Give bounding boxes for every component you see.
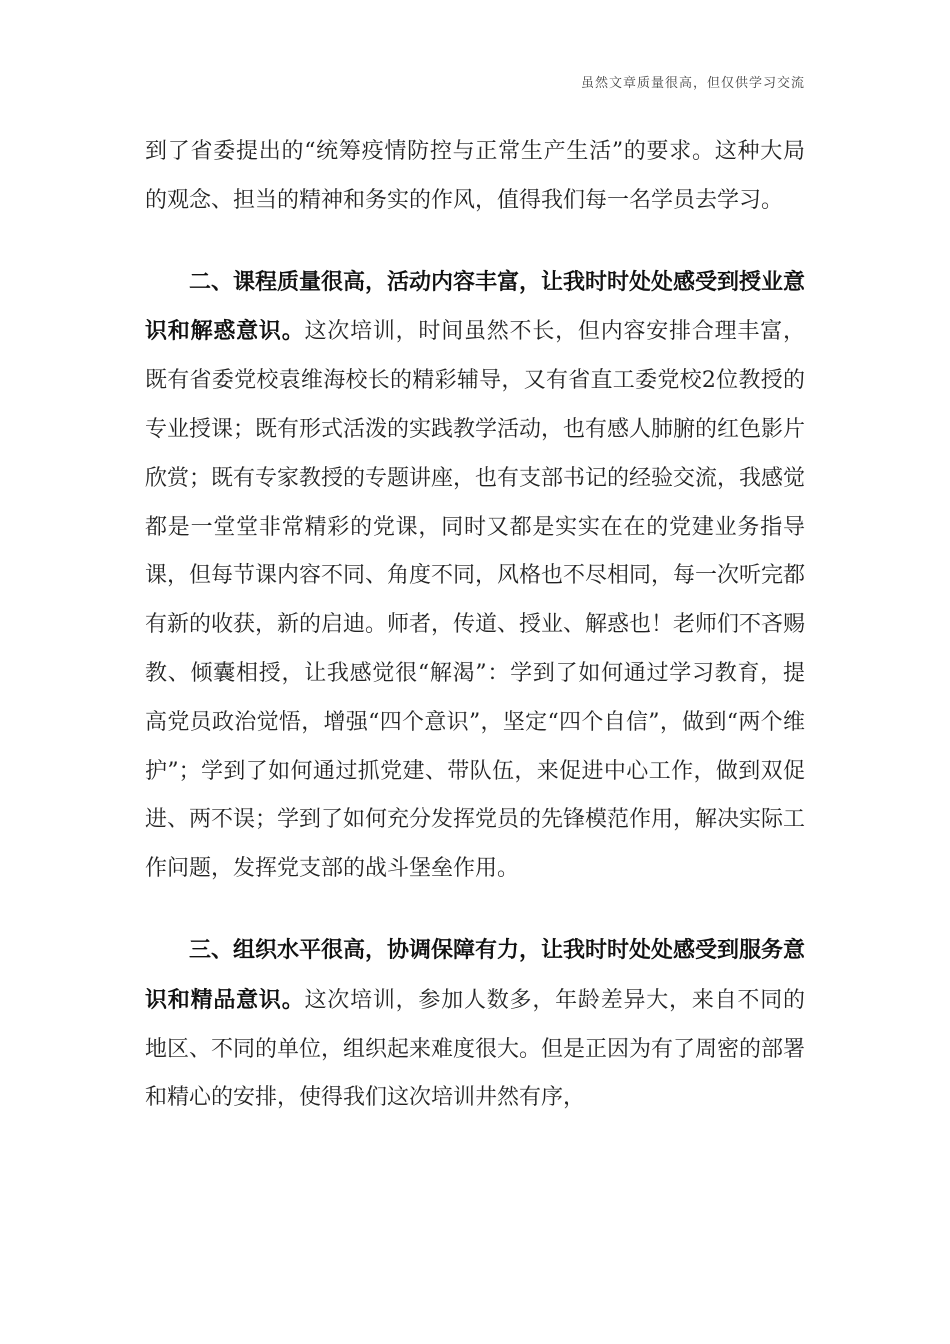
section-3-heading: 三、组织水平很高，协调保障有力，让我时时处处感受到服务意识和精品意识。 [145, 936, 806, 1013]
paragraph-3 [145, 926, 805, 1123]
paragraph-3-text: 这次培训，参加人数多，年龄差异大，来自不同的地区、不同的单位，组织起来难度很大。但是正因为有了周密的部署和精心的安排，使得我们这次培训井然有序， [145, 987, 806, 1111]
paragraph-1-text: 到了省委提出的“统筹疫情防控与正常生产生活”的要求。这种大局的观念、担当的精神和务实的作风，值得我们每一名学员去学习。 [145, 139, 805, 213]
header-disclaimer: 虽然文章质量很高，但仅供学习交流 [580, 76, 805, 91]
paragraph-2 [145, 258, 805, 894]
section-2-heading: 二、课程质量很高，活动内容丰富，让我时时处处感受到授业意识和解惑意识。 [145, 268, 806, 345]
document-body [145, 128, 805, 1123]
paragraph-1 [145, 128, 805, 226]
paragraph-2-text: 这次培训，时间虽然不长，但内容安排合理丰富，既有省委党校袁维海校长的精彩辅导，又有省直工委党校2位教授的专业授课；既有形式活泼的实践教学活动，也有感人肺腑的红色影片欣赏；既有专家教授的专题讲座，也有支部书记的经验交流，我感觉都是一堂堂非常精彩的党课，同时又都是实实在在的党建业务指导课，但每节课内容不同、角度不同，风格也不尽相同，每一次听完都有新的收获，新的启迪。师者，传道、授业、解惑也！老师们不吝赐教、倾囊相授，让我感觉很“解渴”：学到了如何通过学习教育，提高党员政治觉悟，增强“四个意识”，坚定“四个自信”，做到“两个维护”；学到了如何通过抓党建、带队伍，来促进中心工作，做到双促进、两不误；学到了如何充分发挥党员的先锋模范作用，解决实际工作问题，发挥党支部的战斗堡垒作用。 [145, 319, 806, 882]
